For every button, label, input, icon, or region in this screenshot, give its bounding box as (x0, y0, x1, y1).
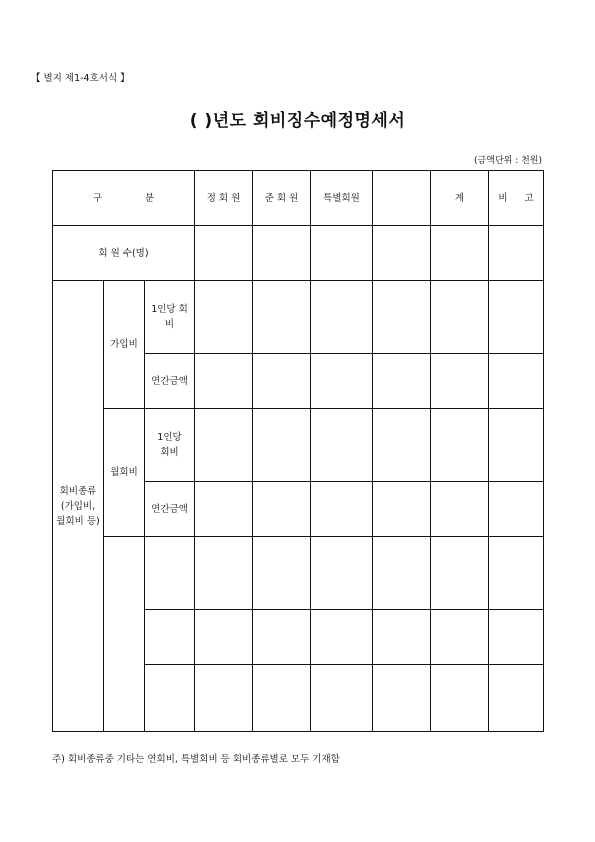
joining-per-person-row (53, 281, 544, 354)
annual-amount-label: 연간금액 (145, 354, 195, 409)
cell[interactable] (253, 665, 311, 732)
cell[interactable] (253, 281, 311, 354)
header-special-member: 특별회원 (311, 171, 373, 226)
cell[interactable] (373, 226, 431, 281)
fee-types-label: 회비종류 (가입비, 월회비 등) (53, 281, 104, 732)
cell[interactable] (311, 354, 373, 409)
header-remarks: 비 고 (489, 171, 544, 226)
cell[interactable] (145, 610, 195, 665)
cell[interactable] (145, 665, 195, 732)
cell[interactable] (373, 281, 431, 354)
cell[interactable] (195, 482, 253, 537)
cell[interactable] (195, 281, 253, 354)
cell[interactable] (373, 610, 431, 665)
cell[interactable] (253, 482, 311, 537)
cell[interactable] (431, 409, 489, 482)
cell[interactable] (431, 610, 489, 665)
cell[interactable] (195, 354, 253, 409)
other-fee-label (104, 537, 145, 732)
cell[interactable] (489, 537, 544, 610)
cell[interactable] (489, 482, 544, 537)
cell[interactable] (489, 281, 544, 354)
cell[interactable] (311, 226, 373, 281)
cell[interactable] (195, 409, 253, 482)
cell[interactable] (195, 610, 253, 665)
member-count-label: 회 원 수(명) (53, 226, 195, 281)
cell[interactable] (489, 665, 544, 732)
fee-schedule-table (52, 170, 544, 732)
cell[interactable] (145, 537, 195, 610)
monthly-fee-label: 월회비 (104, 409, 145, 537)
member-count-row (53, 226, 544, 281)
cell[interactable] (311, 409, 373, 482)
cell[interactable] (253, 354, 311, 409)
header-associate-member: 준 회 원 (253, 171, 311, 226)
cell[interactable] (489, 409, 544, 482)
header-blank (373, 171, 431, 226)
cell[interactable] (431, 665, 489, 732)
cell[interactable] (195, 537, 253, 610)
per-person-joining-label: 1인당 회비 (145, 281, 195, 354)
cell[interactable] (195, 665, 253, 732)
header-regular-member: 정 회 원 (195, 171, 253, 226)
cell[interactable] (373, 354, 431, 409)
cell[interactable] (311, 482, 373, 537)
cell[interactable] (431, 354, 489, 409)
footnote: 주) 회비종류중 기타는 연회비, 특별회비 등 회비종류별로 모두 기재함 (52, 754, 340, 765)
cell[interactable] (373, 409, 431, 482)
joining-fee-label: 가입비 (104, 281, 145, 409)
cell[interactable] (253, 409, 311, 482)
cell[interactable] (489, 226, 544, 281)
form-number: 【 별지 제1-4호서식 】 (31, 73, 130, 84)
header-row (53, 171, 544, 226)
cell[interactable] (311, 665, 373, 732)
cell[interactable] (373, 665, 431, 732)
header-category: 구 분 (53, 171, 195, 226)
unit-note: (금액단위 : 천원) (474, 156, 542, 166)
cell[interactable] (253, 226, 311, 281)
cell[interactable] (195, 226, 253, 281)
cell[interactable] (311, 537, 373, 610)
cell[interactable] (489, 610, 544, 665)
cell[interactable] (431, 226, 489, 281)
cell[interactable] (311, 610, 373, 665)
monthly-per-person-row (53, 409, 544, 482)
cell[interactable] (253, 537, 311, 610)
header-total: 계 (431, 171, 489, 226)
cell[interactable] (253, 610, 311, 665)
cell[interactable] (373, 537, 431, 610)
per-person-monthly-label: 1인당 회비 (145, 409, 195, 482)
annual-amount-label: 연간금액 (145, 482, 195, 537)
cell[interactable] (489, 354, 544, 409)
cell[interactable] (431, 537, 489, 610)
cell[interactable] (431, 281, 489, 354)
cell[interactable] (431, 482, 489, 537)
cell[interactable] (373, 482, 431, 537)
cell[interactable] (311, 281, 373, 354)
other-fee-row (53, 537, 544, 610)
document-title: ( )년도 회비징수예정명세서 (189, 111, 406, 131)
